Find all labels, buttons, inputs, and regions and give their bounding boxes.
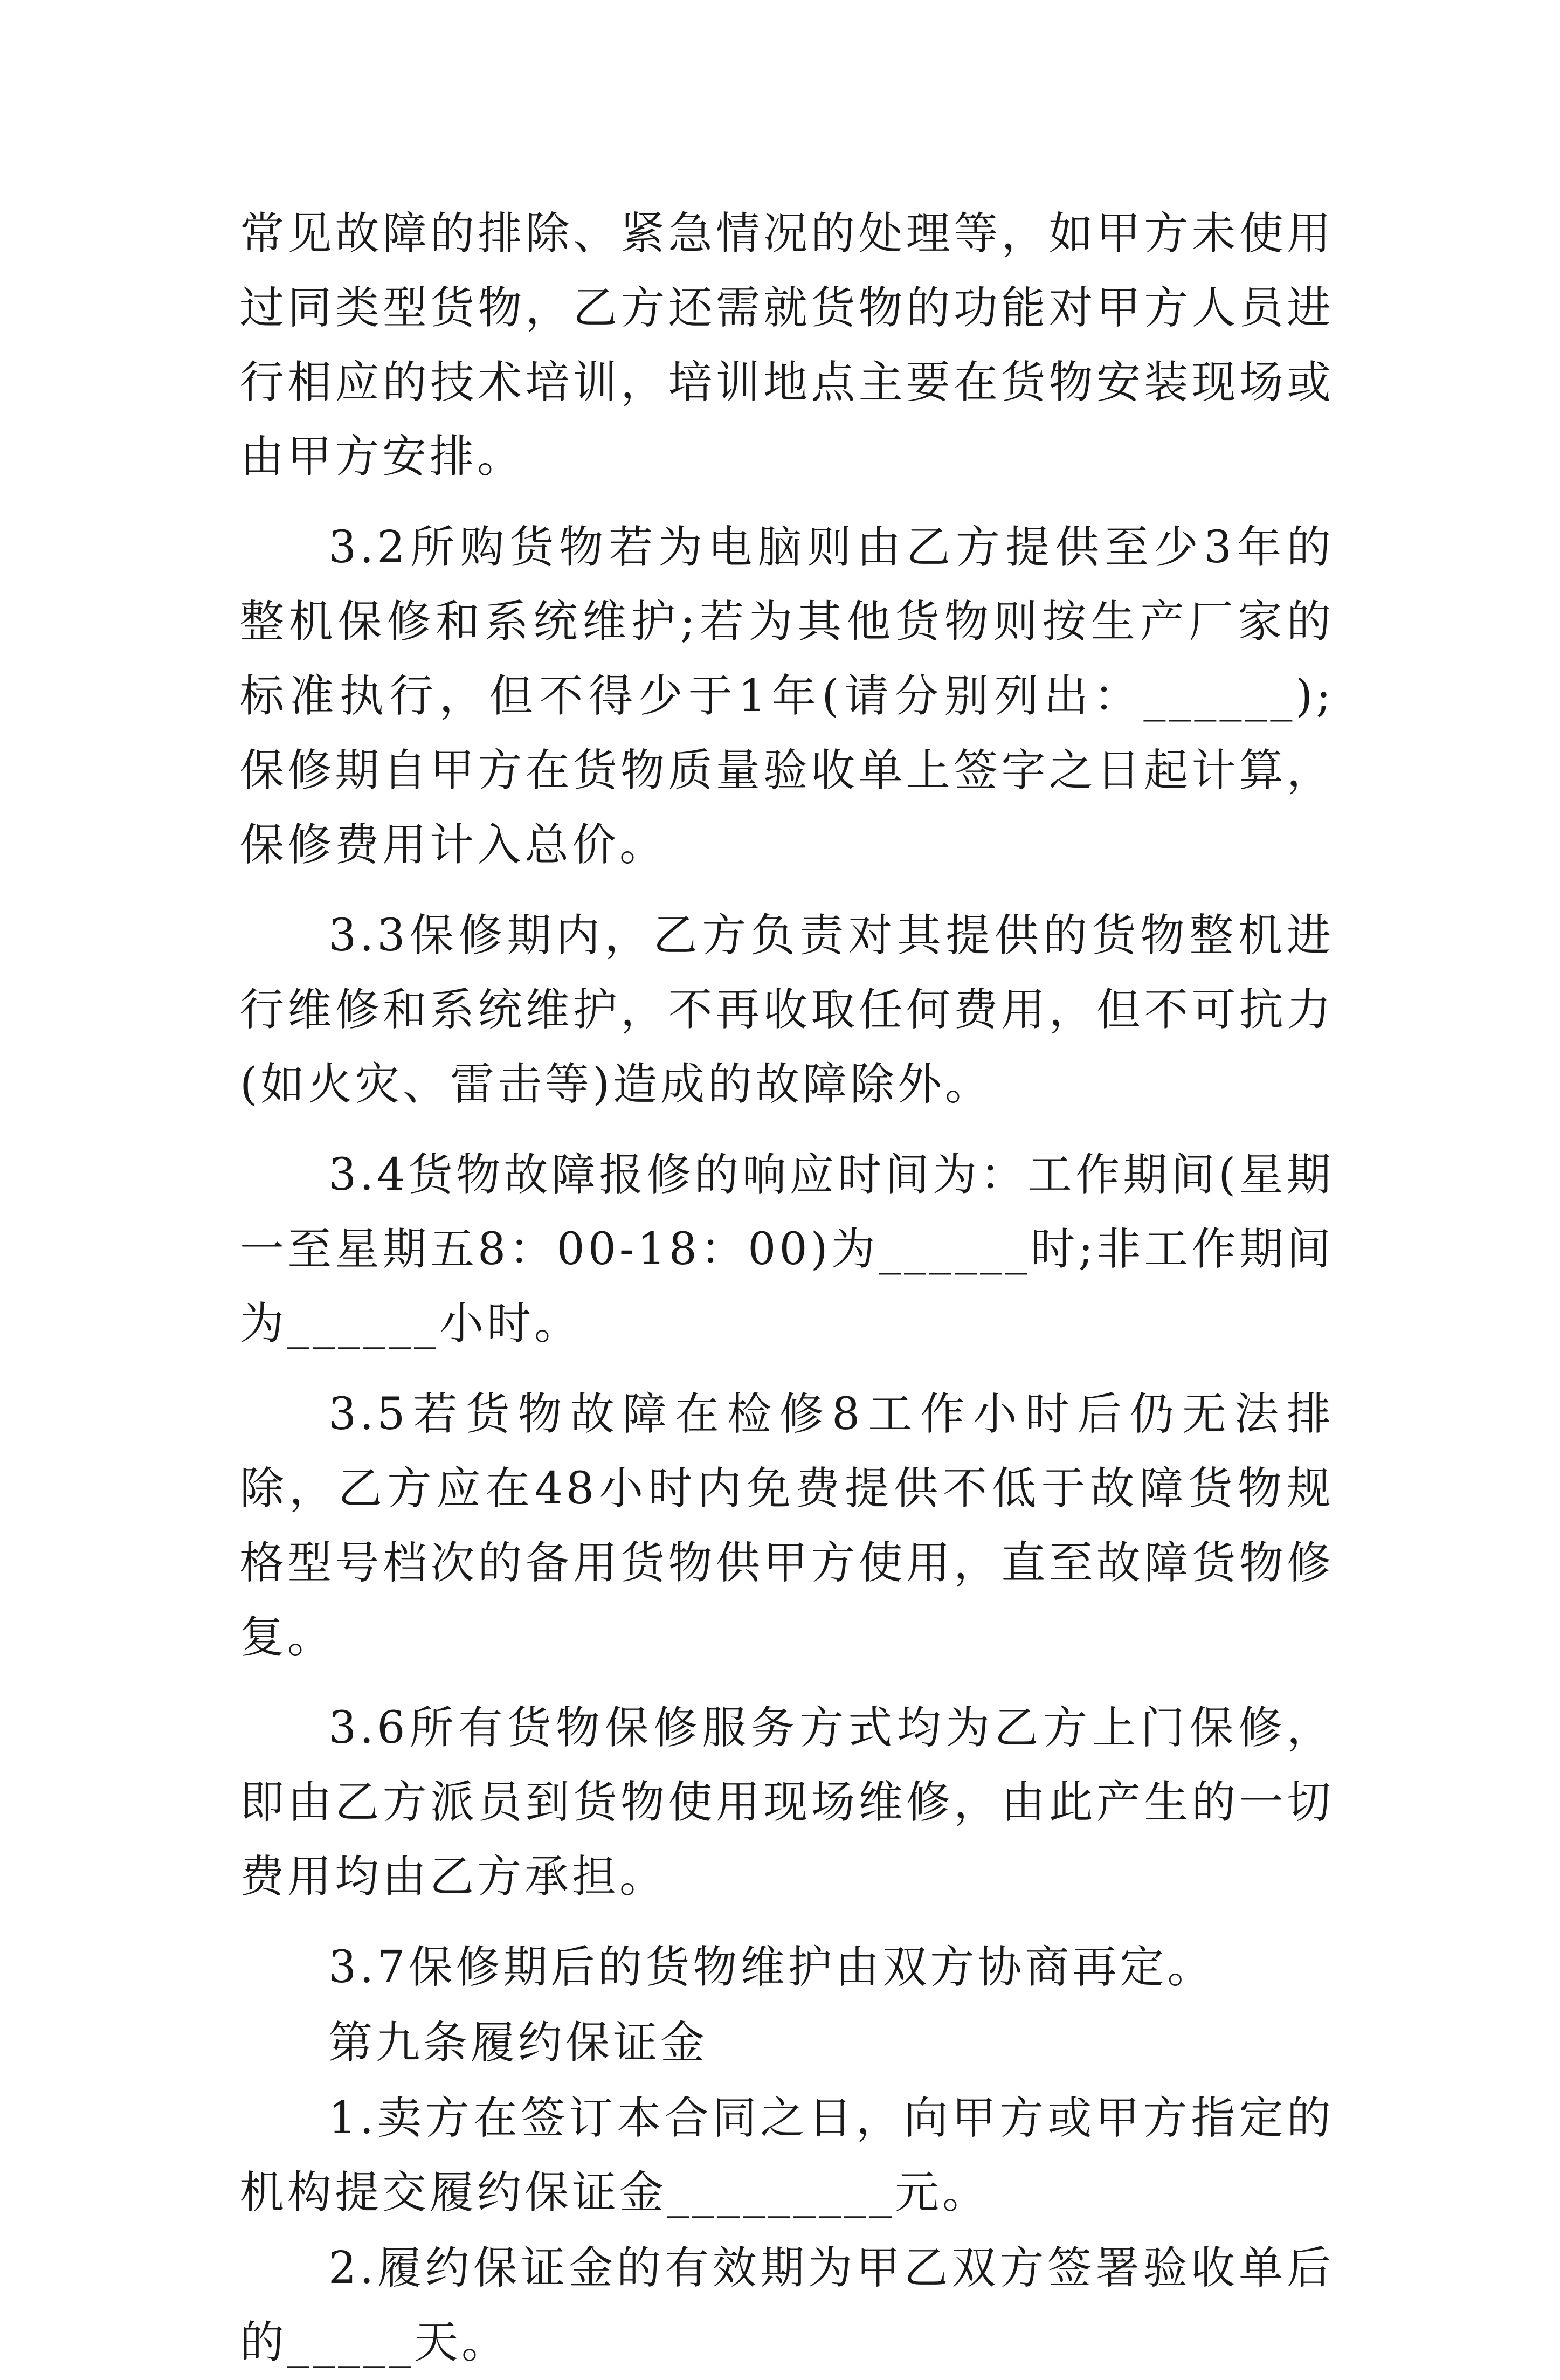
paragraph-3-5: 3.5若货物故障在检修8工作小时后仍无法排除，乙方应在48小时内免费提供不低于故障货物规格型号档次的备用货物供甲方使用，直至故障货物修复。	[240, 1389, 1334, 1663]
paragraph-3-4: 3.4货物故障报修的响应时间为：工作期间(星期一至星期五8：00-18：00)为______时;非工作期间为______小时。	[240, 1149, 1334, 1349]
paragraph-9-2: 2.履约保证金的有效期为甲乙双方签署验收单后的_____天。	[240, 2243, 1334, 2368]
paragraph-3-2: 3.2所购货物若为电脑则由乙方提供至少3年的整机保修和系统维护;若为其他货物则按生产厂家的标准执行，但不得少于1年(请分别列出：______);保修期自甲方在货物质量验收单上签字之日起计算，保修费用计入总价。	[240, 522, 1334, 871]
paragraph-3-6: 3.6所有货物保修服务方式均为乙方上门保修，即由乙方派员到货物使用现场维修，由此产生的一切费用均由乙方承担。	[240, 1702, 1334, 1902]
paragraph-3-7: 3.7保修期后的货物维护由双方协商再定。	[328, 1942, 1215, 1993]
article-9-heading: 第九条履约保证金	[328, 2017, 708, 2068]
paragraph-9-1: 1.卖方在签订本合同之日，向甲方或甲方指定的机构提交履约保证金_________元。	[240, 2093, 1334, 2218]
paragraph-3-3: 3.3保修期内，乙方负责对其提供的货物整机进行维修和系统维护，不再收取任何费用，但不可抗力(如火灾、雷击等)造成的故障除外。	[240, 910, 1334, 1110]
document-body	[240, 197, 1334, 2380]
paragraph-continuation: 常见故障的排除、紧急情况的处理等，如甲方未使用过同类型货物，乙方还需就货物的功能对甲方人员进行相应的技术培训，培训地点主要在货物安装现场或由甲方安排。	[240, 208, 1334, 482]
